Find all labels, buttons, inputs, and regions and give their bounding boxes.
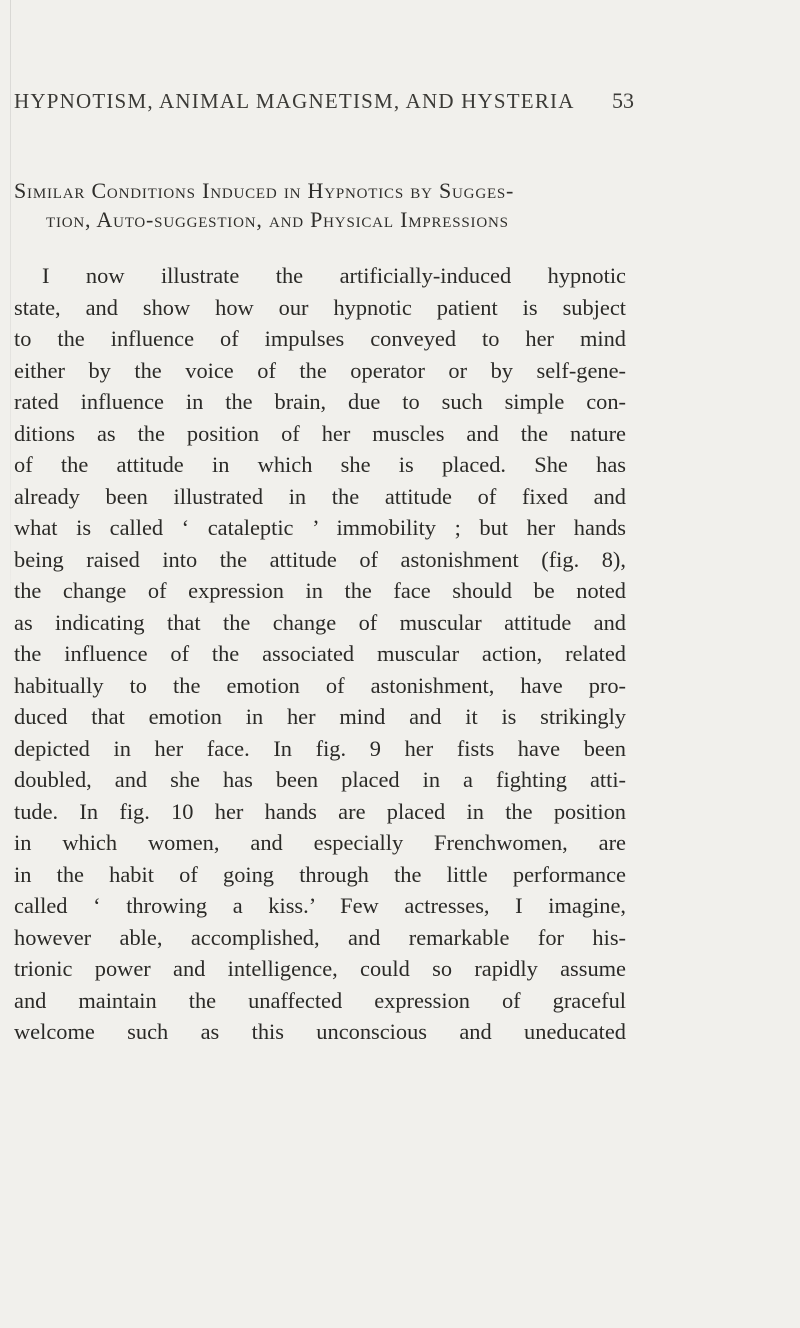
- body-line: duced that emotion in her mind and it is strikingly: [14, 704, 626, 729]
- body-line: called ‘ throwing a kiss.’ Few actresses, I imagine,: [14, 893, 626, 918]
- body-line: in which women, and especially Frenchwomen, are: [14, 830, 626, 855]
- body-line: to the influence of impulses conveyed to her mind: [14, 326, 626, 351]
- body-line: what is called ‘ cataleptic ’ immobility ; but her hands: [14, 515, 626, 540]
- body-line: doubled, and she has been placed in a fighting atti-: [14, 767, 626, 792]
- section-title-line-2: tion, Auto-suggestion, and Physical Impressions: [46, 207, 509, 232]
- body-text: [14, 260, 626, 1048]
- body-line: trionic power and intelligence, could so rapidly assume: [14, 956, 626, 981]
- body-line: state, and show how our hypnotic patient is subject: [14, 294, 626, 320]
- body-line: either by the voice of the operator or by self-gene-: [14, 357, 626, 383]
- body-line: as indicating that the change of muscular attitude and: [14, 609, 626, 635]
- body-line: and maintain the unaffected expression of graceful: [14, 987, 626, 1013]
- body-line: rated influence in the brain, due to such simple con-: [14, 389, 626, 414]
- body-line: of the attitude in which she is placed. She has: [14, 452, 626, 477]
- body-line: the change of expression in the face should be noted: [14, 578, 626, 603]
- running-head: [14, 88, 634, 114]
- body-line: however able, accomplished, and remarkable for his-: [14, 924, 626, 950]
- running-head-title: HYPNOTISM, ANIMAL MAGNETISM, AND HYSTERIA: [14, 89, 575, 113]
- body-line: already been illustrated in the attitude of fixed and: [14, 483, 626, 509]
- body-line: habitually to the emotion of astonishment, have pro-: [14, 672, 626, 698]
- body-line: welcome such as this unconscious and uneducated: [14, 1019, 626, 1044]
- section-title-line-1: Similar Conditions Induced in Hypnotics by Sugges-: [14, 178, 515, 203]
- body-line: in the habit of going through the little performance: [14, 861, 626, 887]
- body-line: the influence of the associated muscular action, related: [14, 641, 626, 666]
- body-line: depicted in her face. In fig. 9 her fists have been: [14, 735, 626, 761]
- body-line: tude. In fig. 10 her hands are placed in the position: [14, 798, 626, 824]
- section-title: [14, 176, 624, 234]
- body-line: ditions as the position of her muscles and the nature: [14, 420, 626, 446]
- page-number: 53: [612, 88, 634, 113]
- body-line: I now illustrate the artificially-induced hypnotic: [42, 263, 626, 288]
- page-gutter-edge: [10, 0, 11, 600]
- body-line: being raised into the attitude of astonishment (fig. 8),: [14, 546, 626, 572]
